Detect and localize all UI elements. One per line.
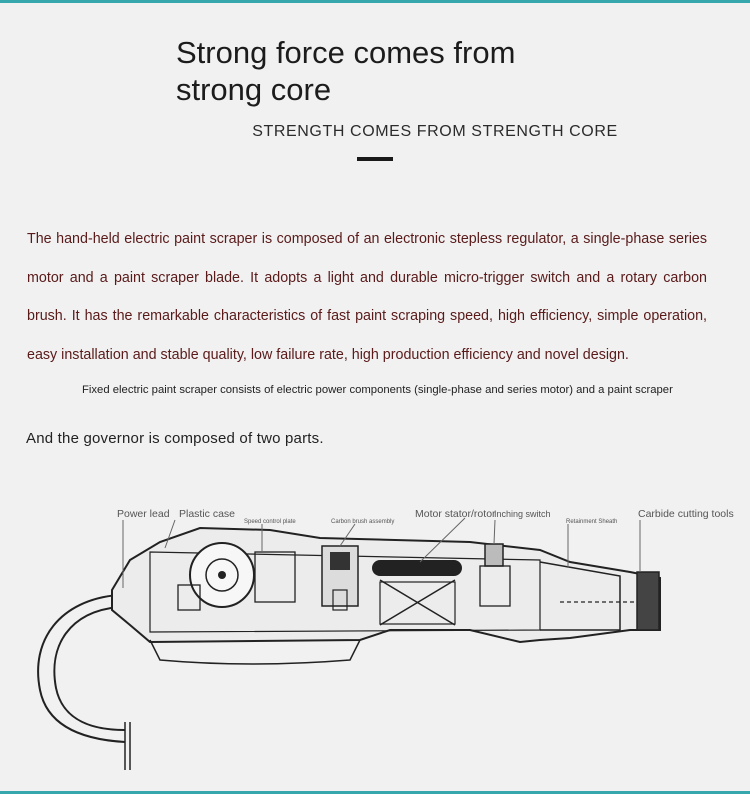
label-speed-control: Speed control plate bbox=[244, 519, 296, 525]
page-title: Strong force comes from strong core bbox=[176, 35, 516, 107]
intro-paragraph: The hand-held electric paint scraper is composed of an electronic stepless regulator, a single-phase series motor and a paint scraper blade. It adopts a light and durable micro-trigger switch and a rotary carbon brush. It has the remarkable characteristics of fast paint scraping speed, high efficiency, simple operation, easy installation and stable quality, low failure rate, high production efficiency and novel design. bbox=[27, 231, 707, 363]
page-subtitle: STRENGTH COMES FROM STRENGTH CORE bbox=[252, 123, 618, 140]
composition-note: Fixed electric paint scraper consists of electric power components (single-phase and series motor) and a paint scraper bbox=[82, 384, 673, 396]
motor-winding bbox=[372, 560, 462, 576]
tool-cutaway-diagram bbox=[0, 490, 750, 790]
inching-switch bbox=[485, 544, 503, 566]
label-retaining-sheath: Retainment Sheath bbox=[566, 519, 618, 525]
label-plastic-case: Plastic case bbox=[179, 508, 236, 520]
label-carbide: Carbide cutting tools bbox=[638, 508, 734, 520]
label-carbon-brush: Carbon brush assembly bbox=[331, 519, 395, 525]
power-cord bbox=[38, 595, 125, 742]
label-power-lead: Power lead bbox=[117, 508, 170, 520]
label-inching-switch: Inching switch bbox=[494, 509, 551, 519]
title-divider bbox=[357, 157, 393, 161]
governor-sentence: And the governor is composed of two parts. bbox=[26, 430, 324, 447]
carbide-cutter bbox=[637, 572, 659, 630]
label-motor: Motor stator/rotor bbox=[415, 508, 496, 520]
top-frame-line bbox=[0, 0, 750, 3]
